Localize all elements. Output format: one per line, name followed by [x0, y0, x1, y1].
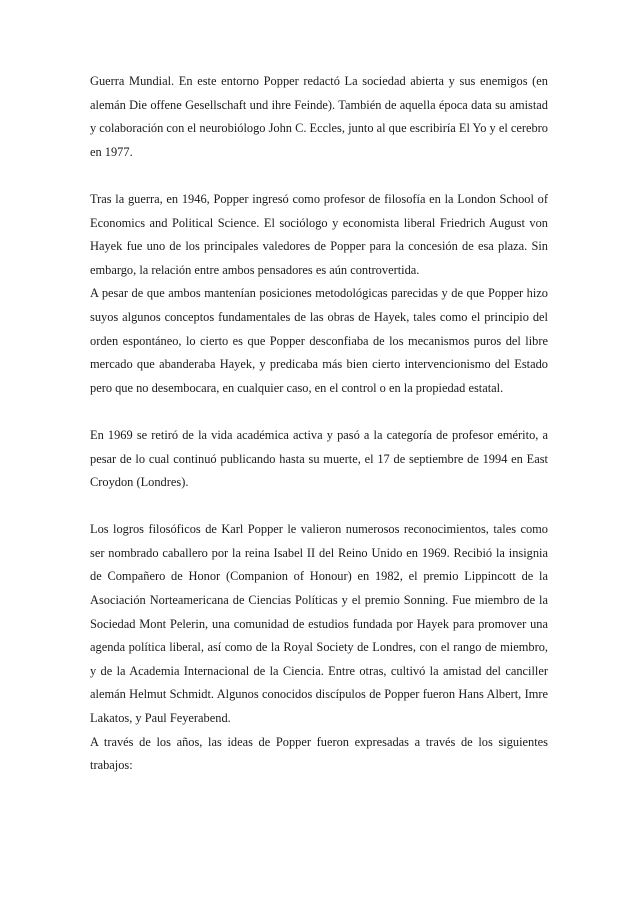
paragraph-4: En 1969 se retiró de la vida académica activa y pasó a la categoría de profesor emérito, a pesar de lo cual continuó publicando hasta su muerte, el 17 de septiembre de 1994 en East Croydon (Londres). [90, 427, 548, 490]
paragraph-spacer [90, 400, 548, 424]
paragraph-spacer [90, 164, 548, 188]
document-body [90, 70, 548, 778]
paragraph-spacer [90, 495, 548, 519]
paragraph-2: Tras la guerra, en 1946, Popper ingresó como profesor de filosofía en la London School of Economics and Political Science. El sociólogo y economista liberal Friedrich August von Hayek fue uno de los principales valedores de Popper para la concesión de esa plaza. Sin embargo, la relación entre ambos pensadores es aún controvertida. [90, 191, 548, 277]
paragraph-1: Guerra Mundial. En este entorno Popper redactó La sociedad abierta y sus enemigos (en alemán Die offene Gesellschaft und ihre Feinde). También de aquella época data su amistad y colaboración con el neurobiólogo John C. Eccles, junto al que escribiría El Yo y el cerebro en 1977. [90, 74, 548, 159]
paragraph-3: A pesar de que ambos mantenían posiciones metodológicas parecidas y de que Popper hizo suyos algunos conceptos fundamentales de las obras de Hayek, tales como el principio del orden espontáneo, lo cierto es que Popper desconfiaba de los mecanismos puros del libre mercado que abanderaba Hayek, y predicaba más bien cierto intervencionismo del Estado pero que no desembocara, en cualquier caso, en el control o en la propiedad estatal. [90, 286, 548, 395]
paragraph-5: Los logros filosóficos de Karl Popper le valieron numerosos reconocimientos, tales como ser nombrado caballero por la reina Isabel II del Reino Unido en 1969. Recibió la insignia de Compañero de Honor (Companion of Honour) en 1982, el premio Lippincott de la Asociación Norteamericana de Ciencias Políticas y el premio Sonning. Fue miembro de la Sociedad Mont Pelerin, una comunidad de estudios fundada por Hayek para promover una agenda política liberal, así como de la Royal Society de Londres, con el rango de miembro, y de la Academia Internacional de la Ciencia. Entre otras, cultivó la amistad del canciller alemán Helmut Schmidt. Algunos conocidos discípulos de Popper fueron Hans Albert, Imre Lakatos, y Paul Feyerabend. [90, 522, 548, 726]
paragraph-6: A través de los años, las ideas de Popper fueron expresadas a través de los siguientes trabajos: [90, 734, 548, 773]
